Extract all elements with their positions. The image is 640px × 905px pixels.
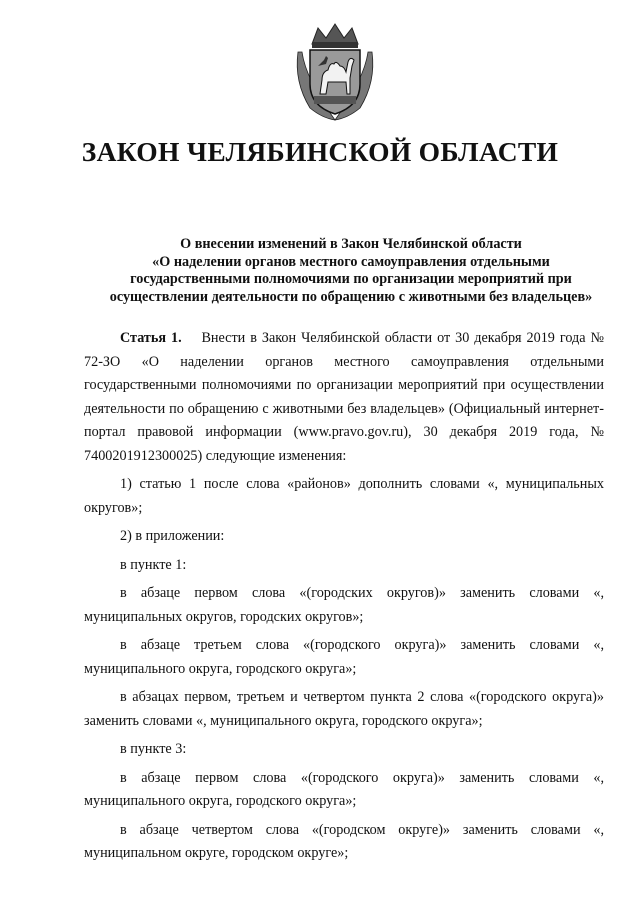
article-label: Статья 1. bbox=[120, 330, 182, 346]
list-item: в абзаце первом слова «(городских округов)» заменить словами «, муниципальных округов, городских округов»; bbox=[84, 585, 604, 625]
list-item: 1) статью 1 после слова «районов» дополнить словами «, муниципальных округов»; bbox=[84, 476, 604, 516]
coat-of-arms-emblem bbox=[292, 22, 378, 122]
article-intro-text: Внести в Закон Челябинской области от 30 декабря 2019 года № 72-ЗО «О наделении органов местного самоуправления отдельными государственными полномочиями по организации мероприятий при осуществлении деятельности по обращению с животными без владельцев» (Официальный интернет-портал правовой информации (www.pravo.gov.ru), 30 декабря 2019 года, № 7400201912300025) следующие изменения: bbox=[84, 330, 605, 464]
subject-line: государственными полномочиями по организации мероприятий при bbox=[130, 271, 572, 287]
subject-line: «О наделении органов местного самоуправления отдельными bbox=[152, 253, 550, 270]
law-title: ЗАКОН ЧЕЛЯБИНСКОЙ ОБЛАСТИ bbox=[81, 136, 559, 167]
subject-line: осуществлении деятельности по обращению с животными без владельцев» bbox=[109, 288, 593, 305]
list-item: в пункте 3: bbox=[120, 741, 187, 757]
list-item: 2) в приложении: bbox=[120, 528, 225, 544]
subject-line: О внесении изменений в Закон Челябинской области bbox=[180, 236, 522, 252]
document-subject bbox=[90, 236, 612, 306]
list-item: в абзаце третьем слова «(городского округа)» заменить словами «, муниципального округа, городского округа»; bbox=[84, 637, 604, 677]
list-item: в абзаце первом слова «(городского округа)» заменить словами «, муниципального округа, городского округа»; bbox=[84, 769, 604, 809]
list-item: в абзаце четвертом слова «(городском округе)» заменить словами «, муниципальном округе, городском округе»; bbox=[84, 821, 604, 861]
document-body bbox=[84, 327, 604, 871]
list-item: в пункте 1: bbox=[120, 556, 187, 573]
article-intro-paragraph bbox=[84, 327, 604, 468]
list-item: в абзацах первом, третьем и четвертом пункта 2 слова «(городского округа)» заменить словами «, муниципального округа, городского округа»; bbox=[84, 689, 604, 729]
